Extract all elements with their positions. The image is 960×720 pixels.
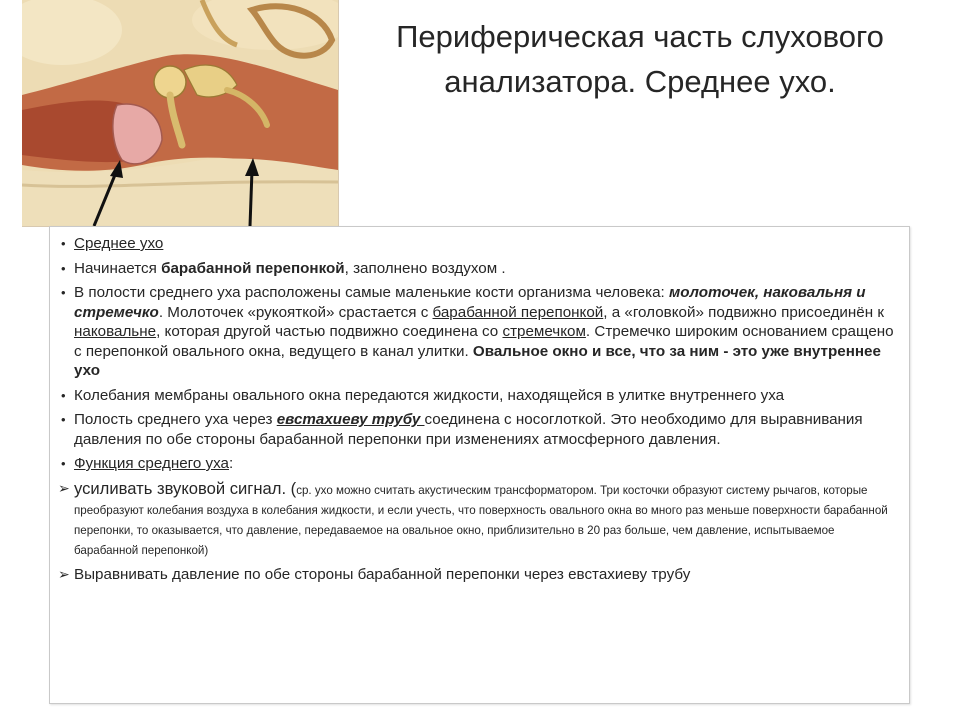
bullet-function-heading <box>58 454 897 474</box>
text-fragment: , а «головкой» подвижно присоединён к <box>603 303 884 321</box>
bullet-glyph: • <box>61 456 66 471</box>
text-fragment: , которая другой частью подвижно соединена со <box>156 323 503 340</box>
bullet-oval-window-vibration <box>58 386 897 406</box>
text-eardrum-underlined: барабанной перепонкой <box>432 303 604 321</box>
text-fragment: В полости среднего уха расположены самые маленькие кости организма человека: <box>74 284 669 301</box>
bullet-eustachian-tube <box>58 410 897 449</box>
content-box <box>49 226 910 704</box>
function-heading: Функция среднего уха <box>74 455 229 472</box>
text-stapes-underlined: стремечком <box>502 323 586 340</box>
title-line-1: Периферическая часть слухового <box>396 19 884 54</box>
bullet-middle-ear-heading <box>58 234 897 254</box>
text-inner-ear-bold: Овальное окно и все, что за ним - это уже внутреннее ухо <box>74 342 881 379</box>
arrow-bullet-icon: ➢ <box>58 565 70 582</box>
text-fragment: , заполнено воздухом . <box>344 259 506 277</box>
middle-ear-anatomy-illustration <box>22 0 338 226</box>
arrow-bullet-icon: ➢ <box>58 479 70 496</box>
text-eardrum-bold: барабанной перепонкой <box>161 259 345 277</box>
bullet-begins-with-eardrum <box>58 259 897 279</box>
bullet-glyph: • <box>61 387 66 403</box>
middle-ear-heading: Среднее ухо <box>74 235 164 252</box>
text-fragment: : <box>228 455 234 472</box>
text-fragment: соединена с носоглоткой. Это необходимо для выравнивания давления по обе стороны барабанной перепонки при изменениях атмосферного давления. <box>74 411 863 448</box>
text-fragment: . Стремечко широким основанием сращено с перепонкой овального окна, ведущего в канал улитки. <box>74 323 894 360</box>
text-fragment: Полость среднего уха через <box>74 411 277 428</box>
bullet-ossicles <box>58 283 897 381</box>
text-oval-window: Колебания мембраны овального окна передаются жидкости, находящейся в улитке внутреннего уха <box>74 386 785 404</box>
slide-title <box>340 14 940 104</box>
bullet-glyph: • <box>61 260 66 276</box>
bullet-glyph: • <box>61 412 66 427</box>
bullet-glyph: • <box>61 236 66 251</box>
text-fragment: . Молоточек «рукояткой» срастается с <box>158 303 433 321</box>
text-fragment: Начинается <box>74 259 162 277</box>
bullet-glyph: • <box>61 285 66 300</box>
middle-ear-illustration <box>22 0 339 227</box>
bullet-pressure-equalize <box>58 565 897 585</box>
title-line-2: анализатора. Среднее ухо. <box>444 64 836 99</box>
text-incus-underlined: наковальне <box>74 323 157 340</box>
text-eustachian-tube: евстахиеву трубу <box>276 411 425 428</box>
text-ossicles-names: молоточек, наковальня и стремечко <box>74 284 866 321</box>
bullet-amplify-signal <box>58 479 897 560</box>
text-amplify: усиливать звуковой сигнал. ( <box>74 478 297 498</box>
text-pressure-equalize: Выравнивать давление по обе стороны барабанной перепонки через евстахиеву трубу <box>74 565 691 583</box>
text-transformer-note: ср. ухо можно считать акустическим трансформатором. Три косточки образуют систему рычагов, которые преобразуют колебания воздуха в колебания жидкости, и если учесть, что поверхность овального окна во много раз меньше поверхности барабанной перепонки, то оказывается, что давление, передаваемое на овальное окно, приблизительно в 20 раз больше, чем давление, испытываемое барабанной перепонкой) <box>74 483 888 557</box>
